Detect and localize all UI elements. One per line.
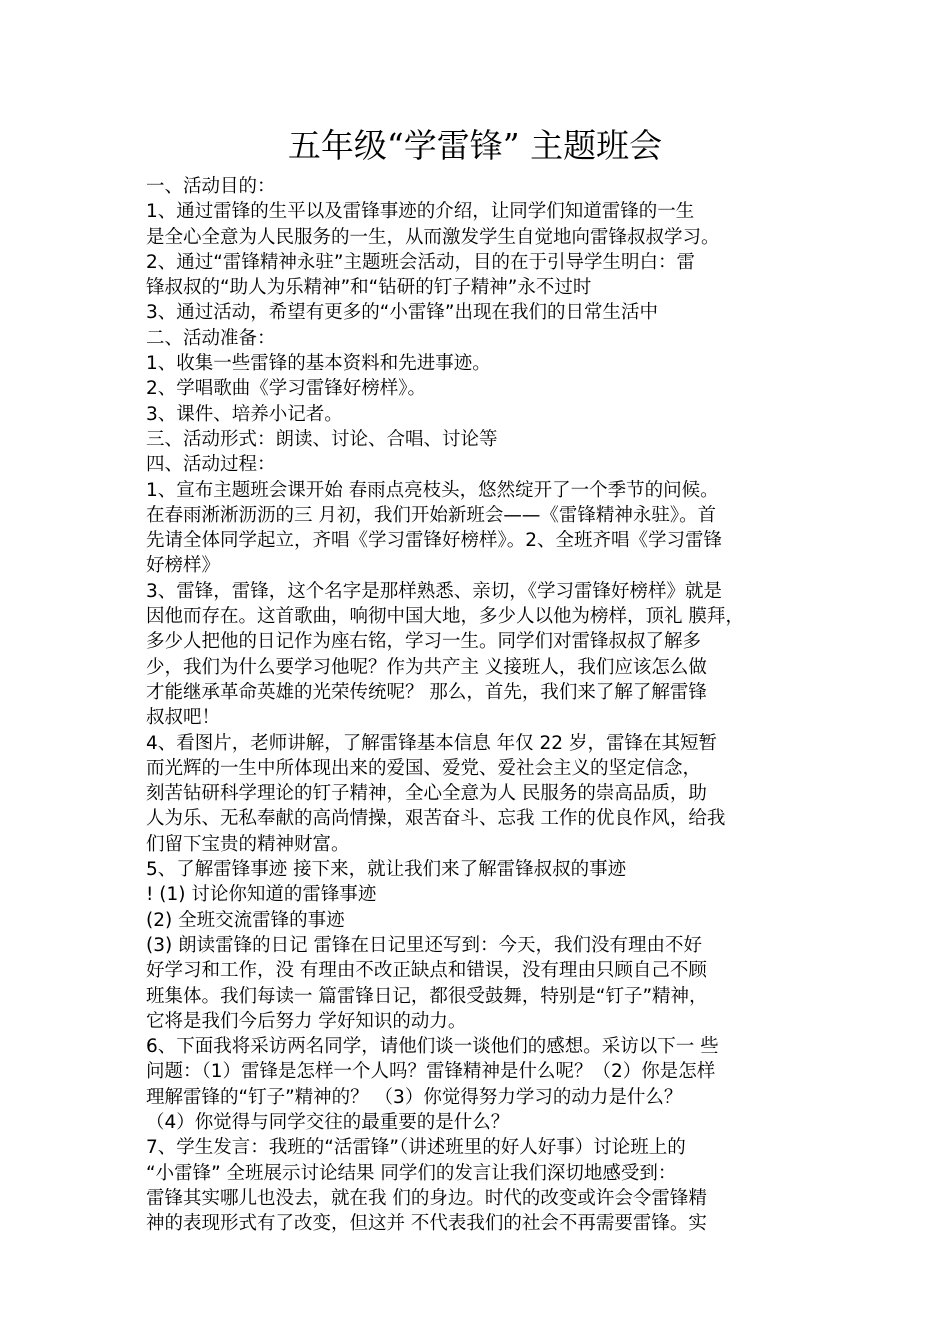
paragraph-line: 刻苦钻研科学理论的钉子精神，全心全意为人 民服务的崇高品质，助: [146, 783, 707, 805]
paragraph-line: 3、课件、培养小记者。: [146, 403, 343, 425]
paragraph-line: 6、下面我将采访两名同学，请他们谈一谈他们的感想。采访以下一 些: [146, 1036, 719, 1058]
paragraph-line: 神的表现形式有了改变，但这并 不代表我们的社会不再需要雷锋。实: [146, 1213, 707, 1235]
paragraph-line: 5、了解雷锋事迹 接下来，就让我们来了解雷锋叔叔的事迹: [146, 859, 627, 881]
paragraph-line: 2、学唱歌曲《学习雷锋好榜样》。: [146, 378, 427, 400]
paragraph-line: 叔叔吧！: [146, 707, 221, 729]
paragraph-line: 理解雷锋的“钉子”精神的？ （3）你觉得努力学习的动力是什么？: [146, 1086, 683, 1108]
paragraph-line: 是全心全意为人民服务的一生，从而激发学生自觉地向雷锋叔叔学习。: [146, 226, 720, 248]
paragraph-line: (3) 朗读雷锋的日记 雷锋在日记里还写到：今天，我们没有理由不好: [146, 934, 702, 956]
paragraph-line: “小雷锋” 全班展示讨论结果 同学们的发言让我们深切地感受到：: [146, 1162, 677, 1184]
paragraph-line: 雷锋其实哪儿也没去，就在我 们的身边。时代的改变或许会令雷锋精: [146, 1187, 707, 1209]
paragraph-line: 3、雷锋，雷锋，这个名字是那样熟悉、亲切，《学习雷锋好榜样》就是: [146, 580, 723, 602]
paragraph-line: 二、活动准备：: [146, 327, 276, 349]
paragraph-line: 先请全体同学起立，齐唱《学习雷锋好榜样》。2、全班齐唱《学习雷锋: [146, 530, 723, 552]
paragraph-line: 们留下宝贵的精神财富。: [146, 833, 350, 855]
paragraph-line: 它将是我们今后努力 学好知识的动力。: [146, 1010, 467, 1032]
paragraph-line: 而光辉的一生中所体现出来的爱国、爱党、爱社会主义的坚定信念，: [146, 757, 702, 779]
paragraph-line: （4）你觉得与同学交往的最重要的是什么？: [146, 1111, 510, 1133]
paragraph-line: 一、活动目的：: [146, 176, 276, 197]
paragraph-line: 三、活动形式：朗读、讨论、合唱、讨论等: [146, 428, 498, 450]
paragraph-line: 班集体。我们每读一 篇雷锋日记，都很受鼓舞，特别是“钉子”精神，: [146, 985, 708, 1007]
paragraph-line: 锋叔叔的“助人为乐精神”和“钻研的钉子精神”永不过时: [146, 277, 592, 299]
paragraph-line: 7、学生发言：我班的“活雷锋”（讲述班里的好人好事）讨论班上的: [146, 1137, 686, 1159]
paragraph-line: 少，我们为什么要学习他呢？作为共产主 义接班人，我们应该怎么做: [146, 656, 707, 678]
paragraph-line: 四、活动过程：: [146, 454, 276, 476]
paragraph-line: 4、看图片，老师讲解，了解雷锋基本信息 年仅 22 岁，雷锋在其短暂: [146, 732, 717, 754]
paragraph-line: 问题：（1）雷锋是怎样一个人吗？雷锋精神是什么呢？（2）你是怎样: [146, 1061, 716, 1083]
paragraph-line: (2) 全班交流雷锋的事迹: [146, 909, 345, 931]
paragraph-line: 因他而存在。这首歌曲，响彻中国大地，多少人以他为榜样，顶礼 膜拜，: [146, 606, 744, 628]
paragraph-line: 1、宣布主题班会课开始 春雨点亮枝头，悠然绽开了一个季节的问候。: [146, 479, 719, 501]
paragraph-line: 人为乐、无私奉献的高尚情操，艰苦奋斗、忘我 工作的优良作风，给我: [146, 808, 726, 830]
paragraph-line: 在春雨淅淅沥沥的三 月初，我们开始新班会——《雷锋精神永驻》。首: [146, 504, 717, 526]
paragraph-line: 2、通过“雷锋精神永驻”主题班会活动，目的在于引导学生明白：雷: [146, 251, 695, 273]
paragraph-line: 好学习和工作，没 有理由不改正缺点和错误，没有理由只顾自己不顾: [146, 960, 707, 982]
paragraph-line: ! (1) 讨论你知道的雷锋事迹: [146, 884, 377, 906]
paragraph-line: 才能继承革命英雄的光荣传统呢？ 那么，首先，我们来了解了解雷锋: [146, 681, 707, 703]
paragraph-line: 3、通过活动，希望有更多的“小雷锋”出现在我们的日常生活中: [146, 302, 658, 324]
document-title: 五年级“学雷锋” 主题班会: [287, 126, 663, 165]
paragraph-line: 1、通过雷锋的生平以及雷锋事迹的介绍，让同学们知道雷锋的一生: [146, 201, 695, 223]
paragraph-line: 多少人把他的日记作为座右铭，学习一生。同学们对雷锋叔叔了解多: [146, 631, 702, 653]
paragraph-line: 1、收集一些雷锋的基本资料和先进事迹。: [146, 353, 491, 375]
paragraph-line: 好榜样》: [146, 555, 221, 577]
document-body: [146, 174, 814, 1236]
